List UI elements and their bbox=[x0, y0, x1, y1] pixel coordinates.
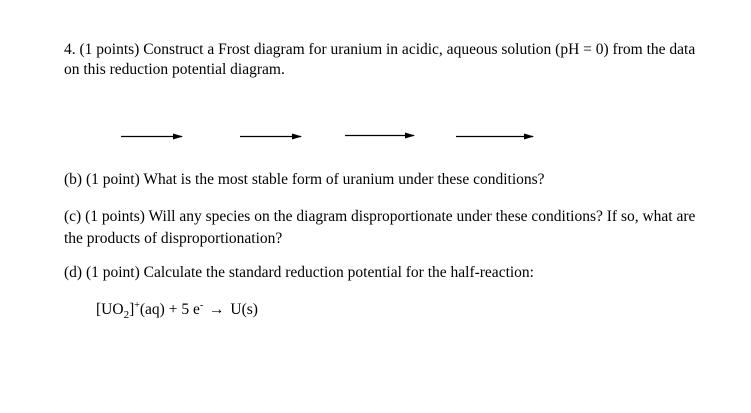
equation-arrow: → bbox=[209, 301, 225, 318]
question-b-text: (b) (1 point) What is the most stable form of uranium under these conditions? bbox=[64, 171, 545, 188]
equation-electron-charge: - bbox=[199, 300, 204, 311]
question-d-text: (d) (1 point) Calculate the standard reduction potential for the half-reaction: bbox=[64, 264, 534, 281]
equation-phase-electrons: (aq) + 5 e bbox=[139, 301, 200, 318]
question-c-text: (c) (1 points) Will any species on the diagram disproportionate under these conditions? If so, what are the products of disproportionation? bbox=[64, 208, 696, 247]
half-reaction-equation bbox=[96, 296, 258, 325]
equation-reactant-open: [UO bbox=[96, 301, 124, 318]
equation-reactant-close: ] bbox=[129, 301, 135, 318]
equation-product: U(s) bbox=[230, 301, 258, 318]
equation-subscript: 2 bbox=[123, 309, 130, 321]
equation-charge: + bbox=[134, 300, 140, 311]
question-4-text: 4. (1 points) Construct a Frost diagram for uranium in acidic, aqueous solution (pH = 0) from the data on this reduction potential diagram. bbox=[64, 41, 696, 78]
